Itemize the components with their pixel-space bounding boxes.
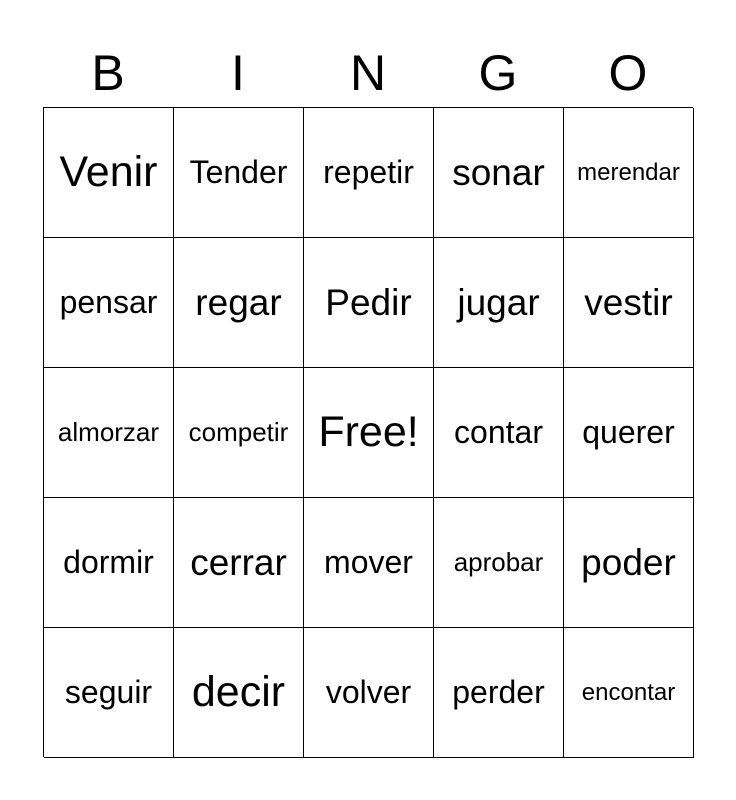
bingo-cell-r2-c3[interactable]: Pedir: [304, 238, 434, 368]
header-letter-n: N: [349, 45, 387, 101]
bingo-cell-r3-c1[interactable]: almorzar: [44, 368, 174, 498]
header-letter-i: I: [231, 45, 245, 101]
bingo-header: [43, 42, 693, 104]
bingo-cell-r2-c2[interactable]: regar: [174, 238, 304, 368]
bingo-cell-r3-c4[interactable]: contar: [434, 368, 564, 498]
header-letter-g: G: [478, 45, 518, 101]
header-letter-o: O: [608, 45, 648, 101]
bingo-cell-r5-c3[interactable]: volver: [304, 628, 434, 758]
bingo-cell-r4-c1[interactable]: dormir: [44, 498, 174, 628]
bingo-cell-r1-c3[interactable]: repetir: [304, 108, 434, 238]
bingo-cell-r4-c2[interactable]: cerrar: [174, 498, 304, 628]
header-letter-b: B: [91, 45, 125, 101]
bingo-cell-r3-c5[interactable]: querer: [564, 368, 694, 498]
bingo-cell-r4-c3[interactable]: mover: [304, 498, 434, 628]
bingo-cell-r3-c2[interactable]: competir: [174, 368, 304, 498]
bingo-cell-r1-c1[interactable]: Venir: [44, 108, 174, 238]
bingo-cell-r5-c1[interactable]: seguir: [44, 628, 174, 758]
bingo-board: [43, 107, 693, 757]
bingo-cell-r4-c4[interactable]: aprobar: [434, 498, 564, 628]
bingo-cell-r1-c4[interactable]: sonar: [434, 108, 564, 238]
bingo-cell-r4-c5[interactable]: poder: [564, 498, 694, 628]
bingo-cell-r5-c4[interactable]: perder: [434, 628, 564, 758]
bingo-cell-r2-c5[interactable]: vestir: [564, 238, 694, 368]
bingo-cell-r3-c3-free[interactable]: Free!: [304, 368, 434, 498]
bingo-cell-r5-c2[interactable]: decir: [174, 628, 304, 758]
bingo-cell-r1-c2[interactable]: Tender: [174, 108, 304, 238]
bingo-cell-r2-c4[interactable]: jugar: [434, 238, 564, 368]
bingo-cell-r2-c1[interactable]: pensar: [44, 238, 174, 368]
bingo-cell-r5-c5[interactable]: encontar: [564, 628, 694, 758]
bingo-cell-r1-c5[interactable]: merendar: [564, 108, 694, 238]
